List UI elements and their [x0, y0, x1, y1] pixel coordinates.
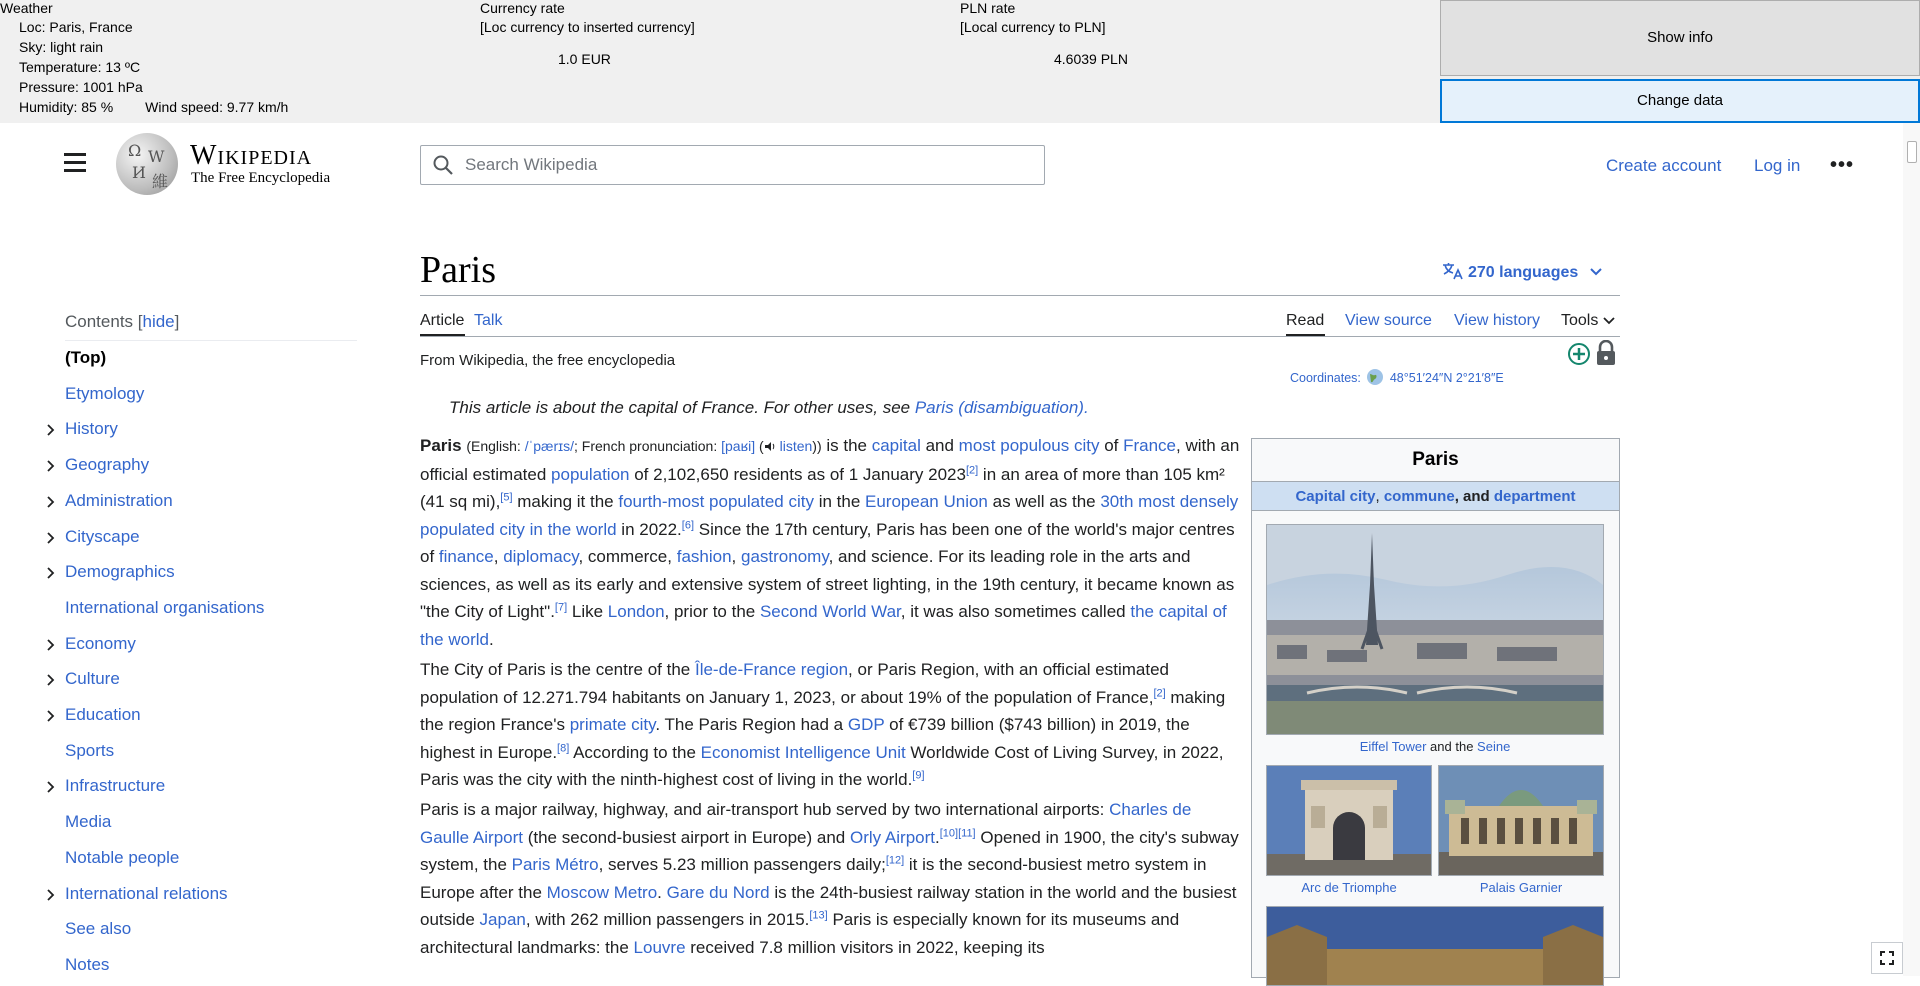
infobox-sep: ,: [1375, 488, 1384, 505]
search-input[interactable]: [465, 146, 1035, 184]
speaker-icon[interactable]: [764, 441, 776, 452]
coordinates-link[interactable]: 48°51′24″N 2°21′8″E: [1389, 371, 1504, 385]
pln-value: 4.6039 PLN: [1054, 51, 1128, 67]
toc-item-international-organisations[interactable]: International organisations: [65, 597, 265, 617]
currency-subtitle: [Loc currency to inserted currency]: [480, 19, 695, 35]
weather-humidity-wind: [0, 97, 288, 117]
coordinates-label: Coordinates:: [1290, 371, 1361, 385]
commune-link[interactable]: commune: [1383, 488, 1455, 505]
toc-item-media[interactable]: Media: [65, 812, 112, 832]
garnier-caption: [1438, 880, 1604, 895]
weather-pressure: Pressure: 1001 hPa: [19, 79, 143, 95]
pln-title: PLN rate: [960, 0, 1016, 16]
chevron-down-icon: [1589, 267, 1603, 277]
search-box[interactable]: [420, 145, 1045, 185]
wikipedia-wordmark[interactable]: Wikipedia: [190, 140, 313, 171]
toc-item-history[interactable]: History: [65, 419, 118, 439]
toc-item-education[interactable]: Education: [65, 705, 141, 724]
toc-item-cityscape[interactable]: Cityscape: [65, 526, 140, 546]
search-icon: [433, 155, 453, 175]
chevron-right-icon[interactable]: [44, 496, 56, 508]
lock-icon[interactable]: [1595, 340, 1617, 366]
show-info-button[interactable]: Show info: [1440, 0, 1920, 76]
hatnote: [449, 398, 1089, 418]
palais-garnier-link[interactable]: Palais Garnier: [1479, 880, 1563, 895]
infobox-title: Paris: [1412, 449, 1459, 470]
chevron-right-icon[interactable]: [44, 460, 56, 472]
scrollbar-thumb[interactable]: [1907, 141, 1917, 163]
language-icon: [1442, 262, 1464, 280]
infobox-sep: , and: [1454, 488, 1494, 505]
pln-panel: [960, 0, 1260, 67]
wiki-header: [0, 123, 1900, 218]
toc-item-top[interactable]: (Top): [65, 348, 107, 367]
chevron-right-icon[interactable]: [44, 781, 56, 793]
hamburger-icon[interactable]: [64, 153, 88, 173]
change-data-button[interactable]: Change data: [1440, 79, 1920, 123]
toc-header: Contents [hide]: [65, 312, 357, 341]
currency-value: 1.0 EUR: [558, 51, 611, 67]
chevron-right-icon[interactable]: [44, 639, 56, 651]
arc-de-triomphe-image[interactable]: [1266, 765, 1432, 876]
chevron-down-icon: [1603, 316, 1615, 325]
chevron-right-icon[interactable]: [44, 889, 56, 901]
fullscreen-icon[interactable]: [1871, 942, 1903, 974]
toc-item-economy[interactable]: Economy: [65, 633, 136, 653]
disambiguation-link[interactable]: Paris (disambiguation).: [914, 398, 1089, 417]
log-in-link[interactable]: Log in: [1754, 156, 1801, 175]
chevron-right-icon[interactable]: [44, 567, 56, 579]
capital-city-link[interactable]: Capital city: [1295, 488, 1376, 505]
language-button[interactable]: [1442, 262, 1603, 282]
tab-read[interactable]: Read: [1286, 312, 1325, 329]
scrollbar[interactable]: [1903, 123, 1920, 976]
lead-paragraph-1: Paris (English: /ˈpærɪs/; French pronunciation: [paʁi] ( listen)) is the capital and most populous city of France, with an official estimated population of 2,102,650 residents as of 1 January 2023[2] in an area of more than 105 km² (41 sq mi),[5] making it the fourth-most populated city in the European Union as well as the 30th most densely populated city in the world in 2022.[6] Since the 17th century, Paris has been one of the world's major centres of finance, diplomacy, commerce, fashion, gastronomy, and science. For its leading role in the arts and sciences, as well as its early and extensive system of street lighting, in the 19th century, it became known as "the City of Light".[7] Like London, prior to the Second World War, it was also sometimes called the capital of the world.: [420, 436, 1240, 649]
seine-link[interactable]: Seine: [1477, 739, 1511, 754]
tab-view-history[interactable]: View history: [1454, 312, 1540, 329]
infobox: [1251, 438, 1620, 978]
chevron-right-icon[interactable]: [44, 710, 56, 722]
toc-item-notable-people[interactable]: Notable people: [65, 847, 180, 867]
tools-label: Tools: [1561, 312, 1599, 329]
toc-item-demographics[interactable]: Demographics: [65, 562, 175, 582]
palais-garnier-image[interactable]: [1438, 765, 1604, 876]
toc-item-administration[interactable]: Administration: [65, 490, 173, 510]
arc-caption: [1266, 880, 1432, 895]
title-divider: [420, 295, 1620, 296]
weather-panel: [0, 0, 288, 117]
tools-menu[interactable]: [1561, 312, 1615, 330]
weather-humidity: Humidity: 85 %: [19, 99, 114, 115]
tab-article[interactable]: Article: [420, 312, 465, 329]
toc-item-etymology[interactable]: Etymology: [65, 383, 145, 403]
site-subtitle: From Wikipedia, the free encyclopedia: [420, 352, 676, 369]
toc-item-infrastructure[interactable]: Infrastructure: [65, 776, 166, 796]
infobox-subtitle: [1252, 481, 1619, 511]
arc-de-triomphe-link[interactable]: Arc de Triomphe: [1301, 880, 1397, 895]
tab-talk[interactable]: Talk: [474, 312, 503, 329]
chevron-right-icon[interactable]: [44, 424, 56, 436]
toc-item-notes[interactable]: Notes: [65, 954, 110, 974]
weather-title: Weather: [0, 0, 53, 16]
tabs-divider: [420, 336, 1620, 337]
lead-paragraph-3: Paris is a major railway, highway, and air-transport hub served by two international airports: Charles de Gaulle Airport (the second-busiest airport in Europe) and Orly Airport.[10][11] Opened in 1900, the city's subway system, the Paris Métro, serves 5.23 million passengers daily;[12] it is the second-busiest metro system in Europe after the Moscow Metro. Gare du Nord is the 24th-busiest railway station in the world and the busiest outside Japan, with 262 million passengers in 2015.[13] Paris is especially known for its museums and architectural landmarks: the Louvre received 7.8 million visitors in 2022, keeping its: [420, 800, 1239, 957]
toc-item-sports[interactable]: Sports: [65, 740, 115, 760]
chevron-right-icon[interactable]: [44, 674, 56, 686]
chevron-right-icon[interactable]: [44, 532, 56, 544]
hatnote-text: This article is about the capital of France. For other uses, see: [449, 398, 915, 417]
toc-item-international-relations[interactable]: International relations: [65, 883, 228, 903]
department-link[interactable]: department: [1493, 488, 1576, 505]
tab-view-source[interactable]: View source: [1345, 312, 1432, 329]
toc-title: Contents: [65, 312, 134, 331]
info-bar: [0, 0, 1920, 123]
wikipedia-tagline: The Free Encyclopedia: [191, 170, 331, 186]
eiffel-tower-image[interactable]: [1266, 524, 1604, 735]
weather-temperature: Temperature: 13 ºC: [19, 59, 141, 75]
toc-item-culture[interactable]: Culture: [65, 669, 120, 689]
caption-text: and the: [1426, 739, 1478, 754]
page-title: Paris: [420, 249, 496, 291]
weather-sky: Sky: light rain: [19, 39, 104, 55]
currency-title: Currency rate: [480, 0, 565, 16]
toc-item-geography[interactable]: Geography: [65, 455, 150, 475]
language-count: 270 languages: [1468, 264, 1579, 281]
eiffel-caption: [1266, 739, 1604, 754]
wikipedia-logo-icon[interactable]: Ω W И 維: [116, 133, 178, 195]
toc-hide-link[interactable]: hide: [142, 312, 175, 331]
louvre-image[interactable]: [1266, 906, 1604, 986]
coordinates: [1290, 368, 1504, 386]
weather-location: Loc: Paris, France: [19, 19, 133, 35]
more-icon[interactable]: •••: [1830, 154, 1855, 176]
globe-icon[interactable]: [1366, 368, 1384, 386]
pln-subtitle: [Local currency to PLN]: [960, 19, 1106, 35]
lead-paragraph-2: The City of Paris is the centre of the Île-de-France region, or Paris Region, with an official estimated population of 12.271.794 habitants on January 1, 2023, or about 19% of the population of France,[2] making the region France's primate city. The Paris Region had a GDP of €739 billion ($743 billion) in 2019, the highest in Europe.[8] According to the Economist Intelligence Unit Worldwide Cost of Living Survey, in 2022, Paris was the city with the ninth-highest cost of living in the world.[9]: [420, 660, 1226, 789]
toc-item-see-also[interactable]: See also: [65, 919, 132, 939]
weather-wind: Wind speed: 9.77 km/h: [145, 99, 289, 115]
eiffel-tower-link[interactable]: Eiffel Tower: [1359, 739, 1427, 754]
add-icon[interactable]: [1567, 342, 1591, 366]
currency-panel: [480, 0, 780, 67]
create-account-link[interactable]: Create account: [1606, 156, 1722, 175]
